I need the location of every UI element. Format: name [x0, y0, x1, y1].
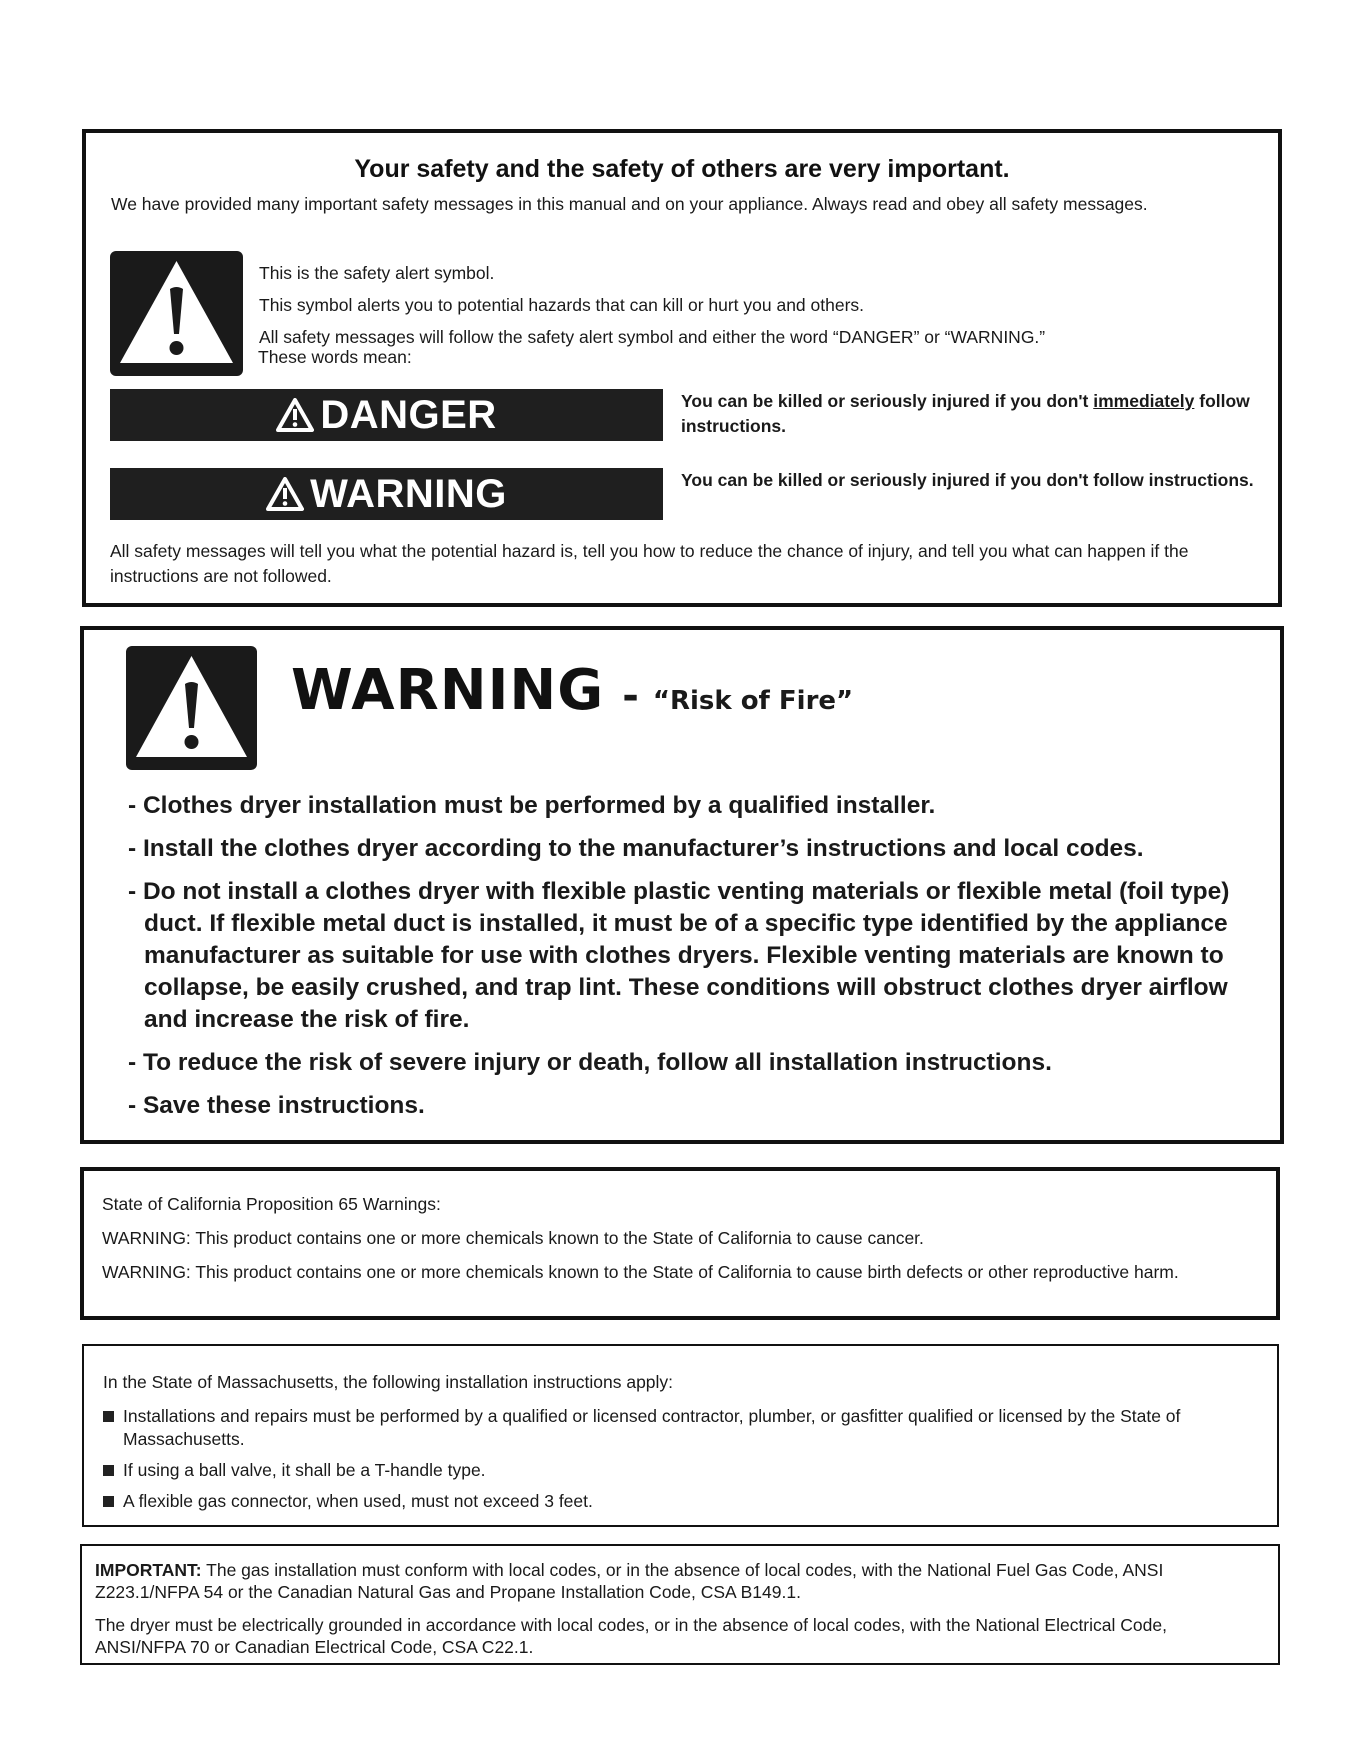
alert-triangle-icon [266, 477, 304, 511]
warning-label: WARNING [310, 471, 507, 516]
square-bullet-icon [103, 1465, 114, 1476]
massachusetts-list [101, 1405, 1237, 1521]
prop65-warning-reproductive: WARNING: This product contains one or more chemicals known to the State of California to cause birth defects or other reproductive harm. [102, 1262, 1179, 1282]
fire-warning-title: WARNING [291, 658, 605, 723]
prop65-box [80, 1167, 1280, 1320]
important-electrical-text: The dryer must be electrically grounded in accordance with local codes, or in the absence of local codes, with the National Electrical Code, ANSI/NFPA 70 or Canadian Electrical Code, CSA C22.1. [95, 1615, 1167, 1657]
massachusetts-box [82, 1344, 1279, 1527]
safety-closing-text: All safety messages will tell you what the potential hazard is, tell you how to reduce the chance of injury, and tell you what can happen if the instructions are not followed. [110, 541, 1189, 586]
list-item-text: If using a ball valve, it shall be a T-handle type. [123, 1460, 486, 1480]
important-box [80, 1544, 1280, 1665]
list-item: - Clothes dryer installation must be performed by a qualified installer. [128, 792, 936, 819]
fire-warning-subtitle: “Risk of Fire” [652, 686, 854, 716]
important-gas-text [95, 1559, 1238, 1603]
symbol-line: This symbol alerts you to potential hazards that can kill or hurt you and others. [259, 295, 865, 315]
square-bullet-icon [103, 1411, 114, 1422]
list-item [101, 1490, 1237, 1513]
list-item: - Do not install a clothes dryer with flexible plastic venting materials or flexible metal (foil type) duct. If flexible metal duct is installed, it must be of a specific type identified by the appliance manufacturer as suitable for use with clothes dryers. Flexible venting materials are known to collapse, be easily crushed, and trap lint. These conditions will obstruct clothes dryer airflow and increase the risk of fire. [128, 878, 1230, 1033]
list-item [101, 1405, 1237, 1451]
safety-intro-text: We have provided many important safety messages in this manual and on your appliance. Always read and obey all safety messages. [111, 194, 1148, 214]
fire-warning-list [128, 790, 1250, 1133]
safety-alert-symbol-icon [110, 251, 243, 376]
list-item [101, 1459, 1237, 1482]
danger-meaning-emphasis: immediately [1093, 391, 1195, 411]
important-gas-body: The gas installation must conform with local codes, or in the absence of local codes, with the National Fuel Gas Code, ANSI Z223.1/NFPA 54 or the Canadian Natural Gas and Propane Installation Code, CSA B149.1. [95, 1560, 1164, 1602]
list-item: - To reduce the risk of severe injury or death, follow all installation instructions. [128, 1049, 1052, 1076]
list-item-text: A flexible gas connector, when used, must not exceed 3 feet. [123, 1491, 593, 1511]
danger-meaning [681, 389, 1271, 439]
symbol-line: These words mean: [258, 347, 412, 367]
symbol-explanation [259, 257, 1249, 367]
prop65-warning-cancer: WARNING: This product contains one or more chemicals known to the State of California to cause cancer. [102, 1228, 924, 1248]
list-item: - Save these instructions. [128, 1092, 425, 1119]
fire-warning-heading [291, 658, 853, 723]
important-label: IMPORTANT: [95, 1560, 202, 1580]
danger-meaning-text: You can be killed or seriously injured if you don't [681, 391, 1094, 411]
symbol-line: All safety messages will follow the safety alert symbol and either the word “DANGER” or “WARNING.” [259, 327, 1046, 347]
prop65-title: State of California Proposition 65 Warnings: [102, 1194, 441, 1214]
safety-alert-symbol-icon [126, 646, 257, 770]
list-item: - Install the clothes dryer according to the manufacturer’s instructions and local codes. [128, 835, 1144, 862]
danger-meaning-text-end: follow instructions. [681, 391, 1250, 436]
danger-label: DANGER [320, 392, 497, 437]
warning-meaning: You can be killed or seriously injured if you don't follow instructions. [681, 470, 1254, 490]
alert-triangle-icon [276, 398, 314, 432]
square-bullet-icon [103, 1496, 114, 1507]
symbol-line: This is the safety alert symbol. [259, 263, 495, 283]
danger-signal-bar [110, 389, 663, 441]
heading-dash: - [622, 673, 639, 719]
safety-intro-box [82, 129, 1282, 607]
safety-title: Your safety and the safety of others are very important. [354, 155, 1010, 183]
fire-warning-box [80, 626, 1284, 1144]
list-item-text: Installations and repairs must be performed by a qualified or licensed contractor, plumber, or gasfitter qualified or licensed by the State of Massachusetts. [123, 1406, 1181, 1449]
warning-signal-bar [110, 468, 663, 520]
massachusetts-intro: In the State of Massachusetts, the following installation instructions apply: [103, 1372, 674, 1392]
